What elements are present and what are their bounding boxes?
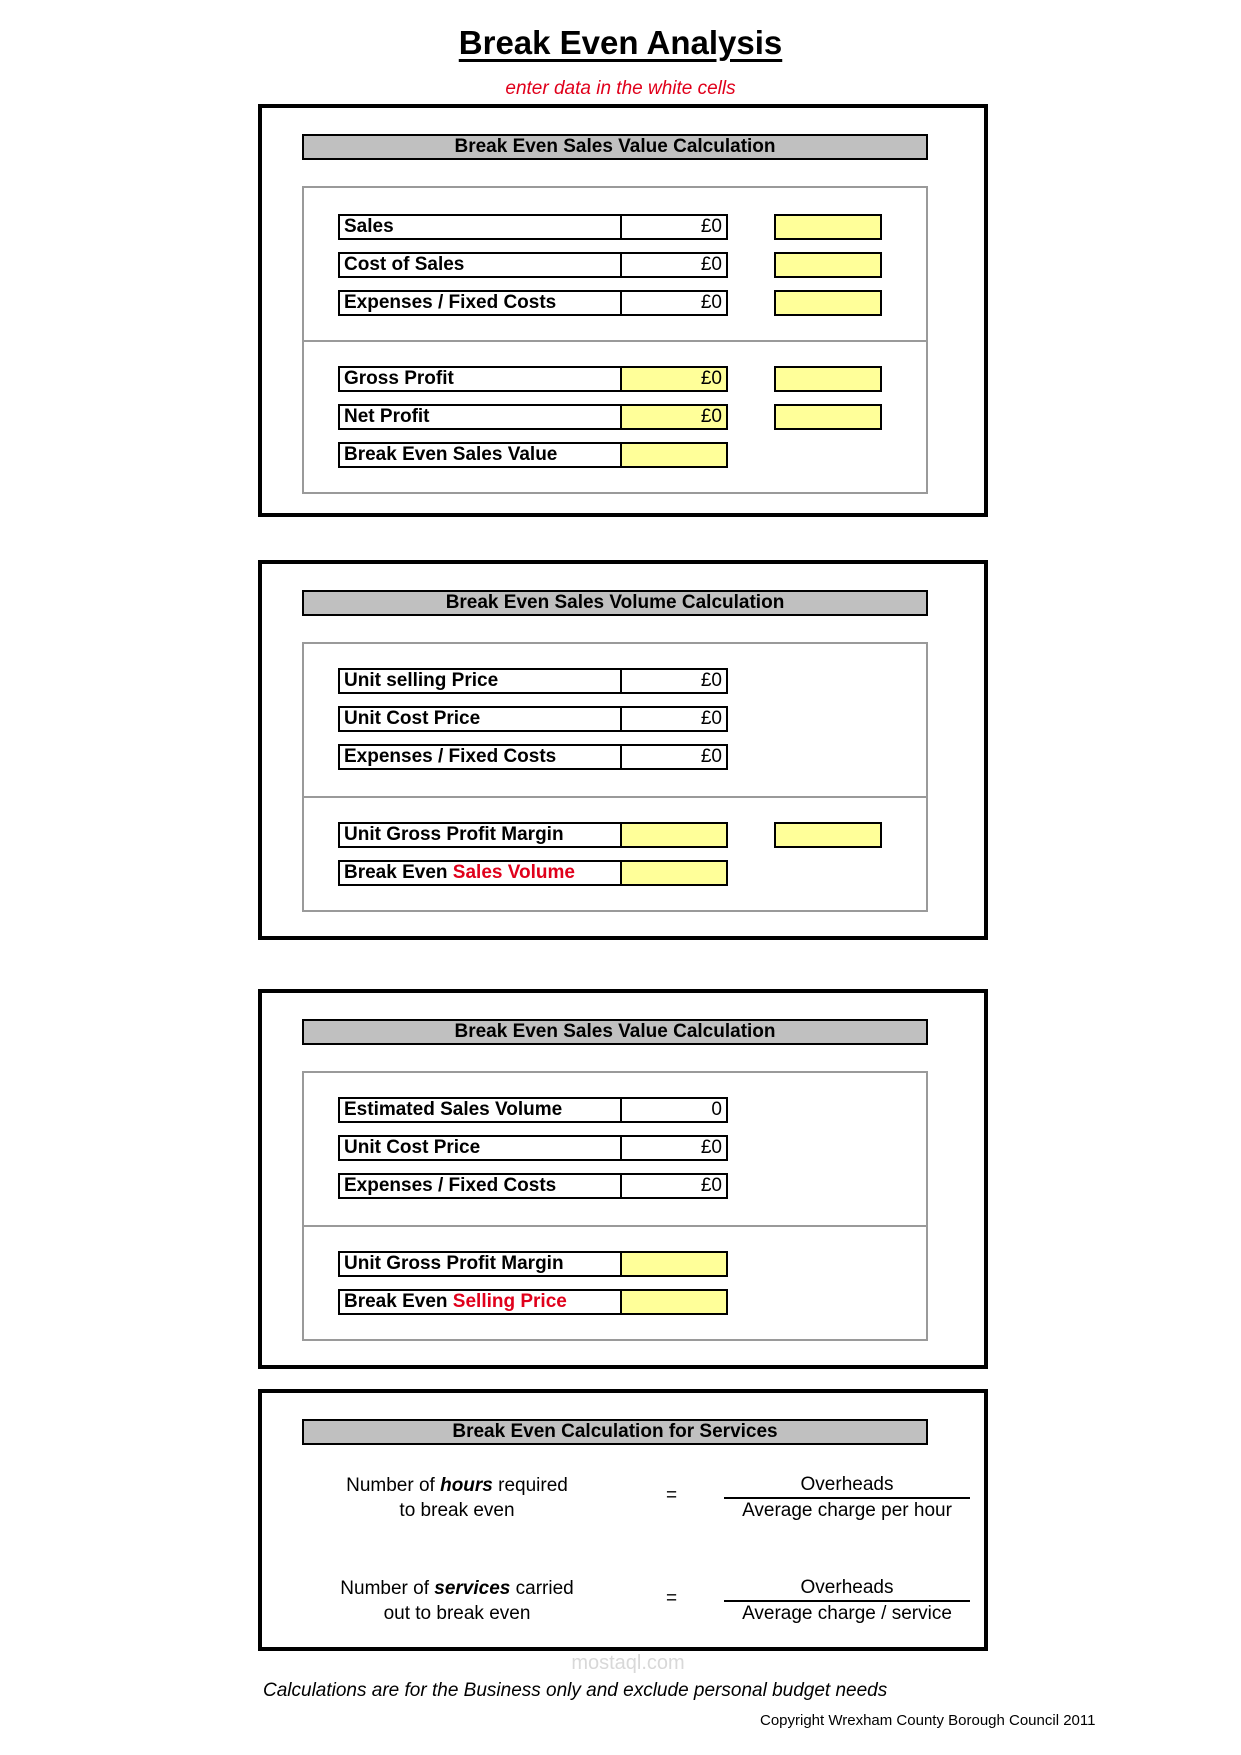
row-label: Unit Gross Profit Margin	[338, 1251, 622, 1277]
instruction-text: enter data in the white cells	[505, 78, 736, 99]
inputs-group	[302, 642, 928, 796]
sales-value-panel	[258, 104, 988, 517]
expenses-cell[interactable]: £0	[620, 1173, 728, 1199]
label-highlight: Sales Volume	[452, 862, 575, 883]
formula-hours-fraction	[724, 1473, 970, 1523]
unit-margin-side-cell	[774, 822, 882, 848]
expenses-cell[interactable]: £0	[620, 290, 728, 316]
row-label: Unit Cost Price	[338, 706, 622, 732]
unit-cost-price-cell[interactable]: £0	[620, 706, 728, 732]
formula-services-fraction	[724, 1576, 970, 1626]
row-label	[338, 1289, 622, 1315]
inputs-group	[302, 186, 928, 340]
break-even-value-cell	[620, 442, 728, 468]
gross-profit-side-cell	[774, 366, 882, 392]
results-group	[302, 1225, 928, 1341]
page-title: Break Even Analysis	[458, 24, 783, 61]
selling-price-panel	[258, 989, 988, 1369]
break-even-price-cell	[620, 1289, 728, 1315]
formula-hours-label: Number of hours required to break even	[346, 1475, 568, 1521]
sales-value-cell[interactable]: £0	[620, 214, 728, 240]
inputs-group	[302, 1071, 928, 1225]
section-header: Break Even Calculation for Services	[302, 1419, 928, 1445]
cost-side-cell	[774, 252, 882, 278]
section-header: Break Even Sales Value Calculation	[302, 1019, 928, 1045]
sales-volume-panel	[258, 560, 988, 940]
unit-cost-price-cell[interactable]: £0	[620, 1135, 728, 1161]
net-profit-cell: £0	[620, 404, 728, 430]
row-label: Gross Profit	[338, 366, 622, 392]
sales-side-cell	[774, 214, 882, 240]
row-label: Unit Gross Profit Margin	[338, 822, 622, 848]
row-label: Unit selling Price	[338, 668, 622, 694]
row-label: Break Even Sales Value	[338, 442, 622, 468]
denominator: Average charge / service	[742, 1603, 952, 1624]
break-even-volume-cell	[620, 860, 728, 886]
row-label: Expenses / Fixed Costs	[338, 290, 622, 316]
row-label	[338, 860, 622, 886]
expenses-cell[interactable]: £0	[620, 744, 728, 770]
row-label: Sales	[338, 214, 622, 240]
row-label: Net Profit	[338, 404, 622, 430]
expenses-side-cell	[774, 290, 882, 316]
row-label: Unit Cost Price	[338, 1135, 622, 1161]
watermark: mostaql.com	[571, 1652, 685, 1674]
numerator: Overheads	[724, 1576, 970, 1602]
section-header: Break Even Sales Value Calculation	[302, 134, 928, 160]
footer-note: Calculations are for the Business only and exclude personal budget needs	[263, 1680, 888, 1701]
copyright: Copyright Wrexham County Borough Council 2011	[760, 1712, 1096, 1729]
unit-margin-cell	[620, 1251, 728, 1277]
results-group	[302, 796, 928, 912]
label-prefix: Break Even	[344, 1291, 453, 1312]
equals-sign: =	[666, 1485, 678, 1506]
denominator: Average charge per hour	[742, 1500, 952, 1521]
row-label: Cost of Sales	[338, 252, 622, 278]
results-group	[302, 340, 928, 494]
unit-margin-cell	[620, 822, 728, 848]
row-label: Expenses / Fixed Costs	[338, 1173, 622, 1199]
row-label: Estimated Sales Volume	[338, 1097, 622, 1123]
net-profit-side-cell	[774, 404, 882, 430]
cost-of-sales-cell[interactable]: £0	[620, 252, 728, 278]
estimated-volume-cell[interactable]: 0	[620, 1097, 728, 1123]
equals-sign: =	[666, 1588, 678, 1609]
gross-profit-cell: £0	[620, 366, 728, 392]
numerator: Overheads	[724, 1473, 970, 1499]
label-prefix: Break Even	[344, 862, 453, 883]
row-label: Expenses / Fixed Costs	[338, 744, 622, 770]
label-highlight: Selling Price	[452, 1291, 567, 1312]
formula-services-label: Number of services carried out to break even	[340, 1578, 574, 1624]
unit-selling-price-cell[interactable]: £0	[620, 668, 728, 694]
services-panel	[258, 1389, 988, 1651]
section-header: Break Even Sales Volume Calculation	[302, 590, 928, 616]
